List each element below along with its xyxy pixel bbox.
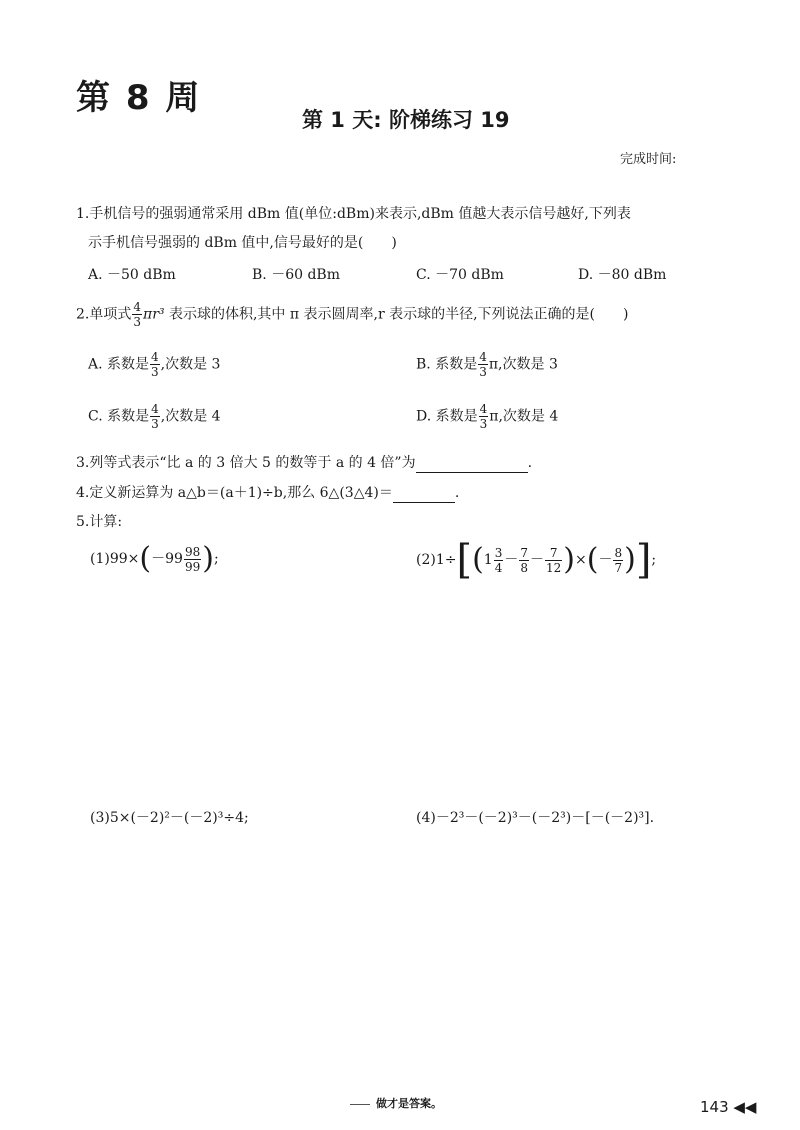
q5-p1-int: －99 — [151, 551, 183, 567]
q2-expr: πr³ — [143, 306, 165, 323]
q5-p2-a-fraction — [494, 546, 504, 575]
q4-end: . — [454, 485, 460, 501]
paren-right: ) — [563, 542, 575, 577]
bracket-left: [ — [456, 537, 473, 583]
q5-p2-a-den: 4 — [494, 560, 503, 575]
q5-p1-pre: (1)99× — [90, 551, 140, 567]
q2-opt-c-post: ,次数是 4 — [160, 408, 221, 425]
q5-p1-den: 99 — [184, 559, 201, 574]
q2-prefix: 2.单项式 — [76, 306, 132, 323]
q2-opt-c-den: 3 — [151, 417, 159, 431]
q5-p2-b-num: 7 — [520, 545, 528, 560]
q5-p2-minus-1: － — [504, 552, 519, 568]
week-title: 第 8 周 — [76, 78, 202, 118]
q2-opt-b-post: π,次数是 3 — [488, 356, 558, 373]
q2-fraction — [132, 300, 142, 329]
q2-option-d — [416, 402, 558, 431]
q5-p2-d-fraction — [613, 546, 623, 575]
q2-frac-num: 4 — [133, 300, 141, 314]
paren-left: ( — [586, 542, 599, 577]
q2-opt-b-pre: B. 系数是 — [416, 356, 478, 373]
q5-p2-d-sign: － — [598, 552, 613, 568]
q2-opt-c-pre: C. 系数是 — [88, 408, 150, 425]
footer-rule — [350, 1104, 370, 1105]
q5-p2-c-num: 7 — [549, 545, 558, 560]
paren-right: ) — [624, 542, 636, 577]
q5-p2-end: ; — [651, 552, 657, 568]
paren-left: ( — [472, 542, 484, 577]
q2-opt-d-post: π,次数是 4 — [489, 408, 559, 425]
q2-opt-a-fraction — [150, 350, 160, 379]
q5-p1-num: 98 — [184, 544, 201, 559]
q5-p1-end: ; — [213, 551, 219, 567]
q5-p1-fraction — [184, 545, 201, 574]
q5-p2-a-int: 1 — [483, 552, 493, 568]
q2-opt-b-den: 3 — [479, 365, 487, 379]
q5-p2-a-num: 3 — [494, 545, 503, 560]
q5-p2-d-den: 7 — [614, 560, 623, 575]
q5-p2-c-fraction — [545, 546, 562, 575]
q5-p2-b-fraction — [519, 546, 529, 575]
q2-opt-a-num: 4 — [151, 350, 159, 364]
q2-opt-d-fraction — [479, 402, 489, 431]
q2-stem — [76, 300, 628, 329]
q1-option-c: C. －70 dBm — [416, 267, 504, 283]
q1-option-d: D. －80 dBm — [578, 267, 667, 283]
page-number: 143 ◀◀ — [700, 1098, 757, 1116]
q5-label: 5.计算: — [76, 514, 123, 530]
q2-opt-c-fraction — [150, 402, 160, 431]
completion-time-label: 完成时间: — [620, 152, 677, 167]
q2-opt-d-num: 4 — [479, 402, 488, 416]
q2-rest: 表示球的体积,其中 π 表示圆周率,r 表示球的半径,下列说法正确的是( ) — [164, 306, 629, 323]
paren-left: ( — [139, 541, 152, 576]
q3-end: . — [527, 455, 533, 471]
q1-option-b: B. －60 dBm — [252, 267, 340, 283]
q3-answer-blank[interactable] — [416, 458, 528, 473]
q2-option-c — [88, 402, 221, 431]
q5-part4: (4)－2³－(－2)³－(－2³)－[－(－2)³]. — [416, 810, 655, 826]
q4-answer-blank[interactable] — [393, 488, 455, 503]
q5-part1 — [90, 541, 219, 576]
q3-text: 3.列等式表示“比 a 的 3 倍大 5 的数等于 a 的 4 倍”为 — [76, 455, 416, 471]
q1-option-a: A. －50 dBm — [88, 267, 176, 283]
q2-opt-b-fraction — [478, 350, 488, 379]
q2-option-b — [416, 350, 558, 379]
q2-frac-den: 3 — [133, 315, 141, 329]
q3 — [76, 453, 532, 473]
q2-opt-a-den: 3 — [151, 365, 159, 379]
q4 — [76, 483, 459, 503]
q2-opt-a-post: ,次数是 3 — [160, 356, 221, 373]
q2-option-a — [88, 350, 220, 379]
q2-opt-a-pre: A. 系数是 — [88, 356, 150, 373]
day-title: 第 1 天: 阶梯练习 19 — [302, 108, 510, 132]
q2-opt-d-den: 3 — [479, 417, 488, 431]
paren-right: ) — [202, 541, 214, 576]
q1-line2: 示手机信号强弱的 dBm 值中,信号最好的是( ) — [88, 235, 397, 251]
q2-opt-d-pre: D. 系数是 — [416, 408, 478, 425]
q5-part2 — [416, 537, 657, 583]
q2-opt-b-num: 4 — [479, 350, 487, 364]
q2-opt-c-num: 4 — [151, 402, 159, 416]
q5-p2-b-den: 8 — [520, 560, 528, 575]
footer-text: 做才是答案。 — [376, 1097, 442, 1110]
bracket-right: ] — [635, 537, 652, 583]
q5-p2-d-num: 8 — [614, 545, 623, 560]
q5-part3: (3)5×(－2)²－(－2)³÷4; — [90, 810, 249, 826]
q5-p2-c-den: 12 — [546, 560, 562, 575]
q5-p2-times: × — [575, 552, 587, 568]
q5-p2-minus-2: － — [530, 552, 544, 568]
q4-text: 4.定义新运算为 a△b＝(a＋1)÷b,那么 6△(3△4)＝ — [76, 485, 393, 501]
q1-line1: 1.手机信号的强弱通常采用 dBm 值(单位:dBm)来表示,dBm 值越大表示信号越好,下列表 — [76, 206, 631, 222]
q5-p2-pre: (2)1÷ — [416, 552, 457, 568]
footer-motto — [350, 1095, 442, 1111]
